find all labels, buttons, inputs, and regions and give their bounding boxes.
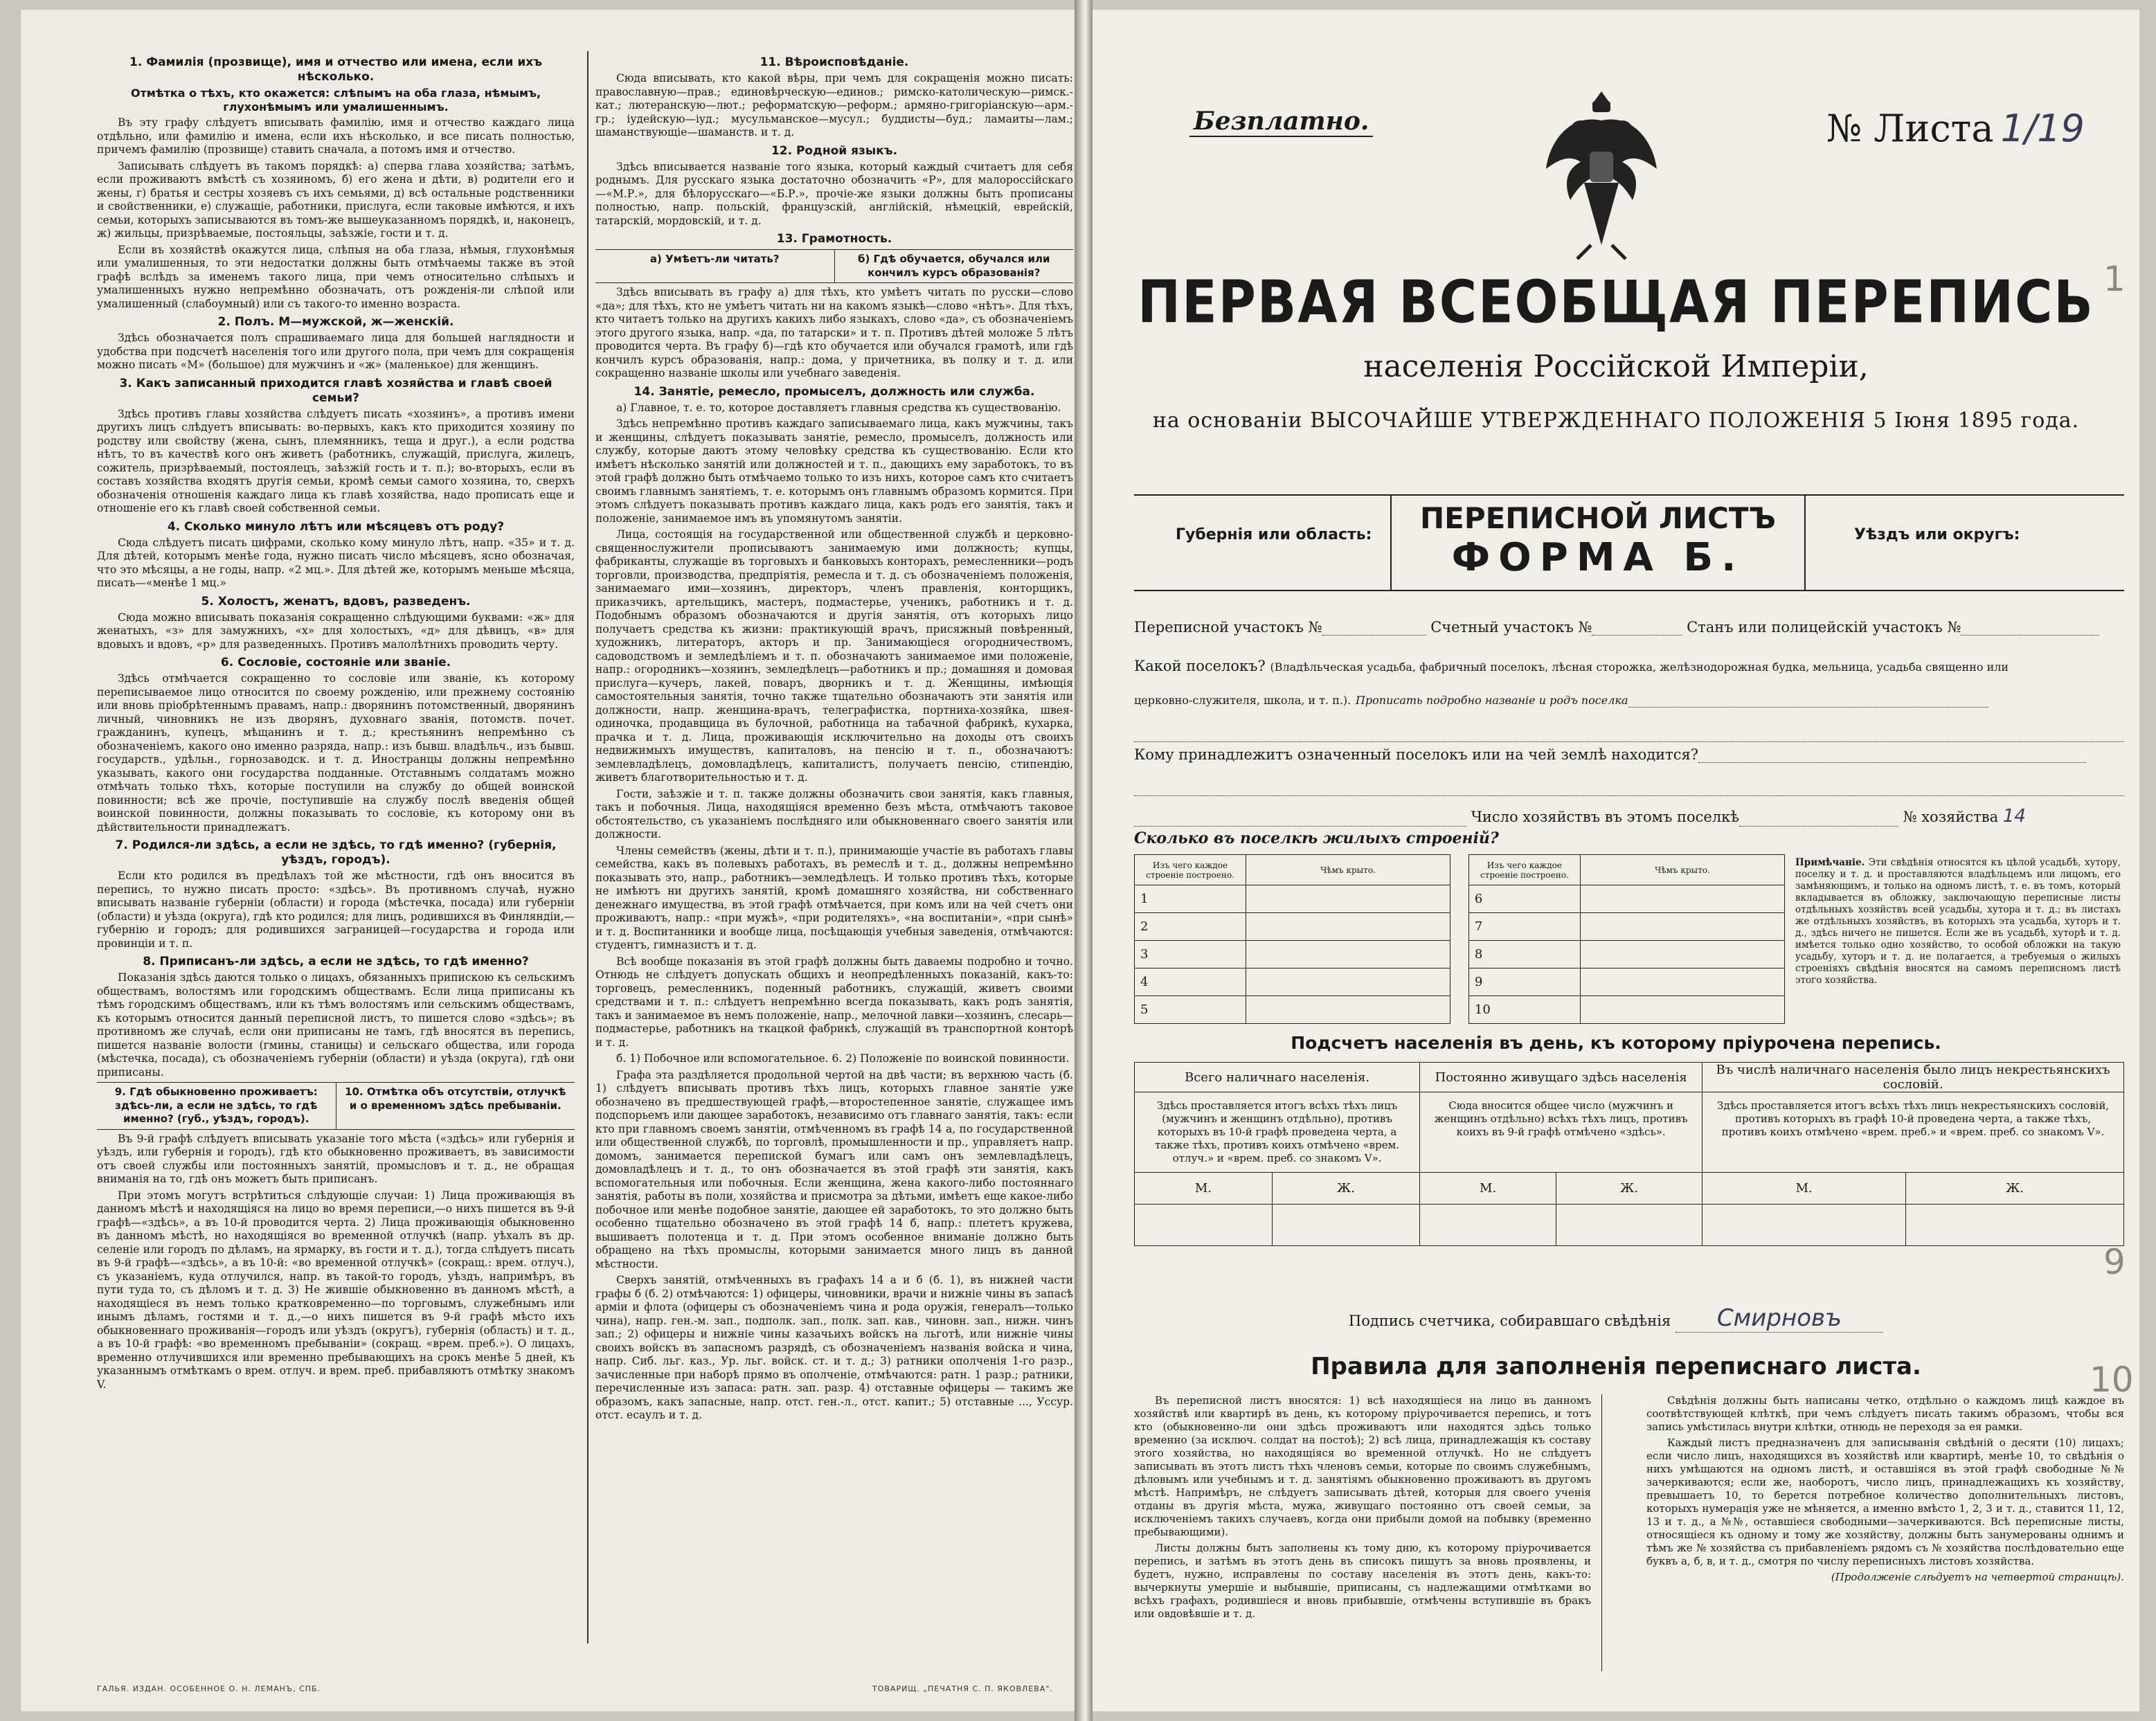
household-number-label: № хозяйства xyxy=(1903,809,1999,825)
settlement-blank-line[interactable] xyxy=(1134,723,2124,742)
rules-paragraph: Въ переписной листъ вносятся: 1) всѣ находящіеся на лицо въ данномъ хозяйствѣ или квартирѣ въ день, къ которому пріурочивается перепись, и тотъ кто (обыкновенно-ли они здѣсь проживаютъ или находятся здѣсь только временно (за исключ. солдат на постоѣ); 2) всѣ лица, принадлежащія къ составу этого хозяйства, но находящіяся во временной отлучкѣ. Но не слѣдуетъ записывать въ этотъ листъ тѣхъ членовъ семьи, которые по своимъ служебнымъ, дѣловымъ или учебнымъ и т. д. занятіямъ обыкновенно проживаютъ въ другомъ мѣстѣ. Напримѣръ, не слѣдуетъ записывать дѣтей, которыя для своего ученія отданы въ другія мѣста, мужа, живущаго постоянно отъ своей семьи, за исключеніемъ такихъ случаевъ, когда они прибыли домой на побывку (временно пребывающими). xyxy=(1134,1394,1591,1538)
pop-col-resident: Постоянно живущаго здѣсь населенія xyxy=(1420,1063,1703,1092)
buildings-table xyxy=(1134,854,1785,1024)
household-number-handwritten: 14 xyxy=(2002,806,2026,827)
rules-paragraph: Листы должны быть заполнены къ тому дню, къ которому пріурочивается перепись, и затѣмъ въ этотъ день въ списокъ пишутъ за вновь проявлены, и будетъ, нужно, исправлены по составу населенія въ этотъ день, какъ-то: вычеркнуты умершіе и выбывшіе, приписаны, съ надлежащими отмѣтками во всѣхъ графахъ, родившіеся и вновь прибывшіе, отмѣчены вступившіе въ бракъ или овдовѣвшіе и т. д. xyxy=(1134,1542,1591,1620)
rules-paragraph: Свѣдѣнія должны быть написаны четко, отдѣльно о каждомъ лицѣ каждое въ соотвѣтствующей клѣткѣ, при чемъ слѣдуетъ писать такимъ образомъ, чтобы вся запись умѣстилась внутри клѣтки, отнюдь не переходя за ея рамки. xyxy=(1646,1394,2124,1433)
build-roof-cell[interactable] xyxy=(1246,996,1450,1024)
rules-divider xyxy=(1601,1394,1602,1671)
build-col-material-2: Изъ чего каждое строеніе построено. xyxy=(1468,855,1580,885)
settlement-hint-italic: Прописать подробно названіе и родъ поселка xyxy=(1355,694,1628,707)
build-row-num: 9 xyxy=(1468,968,1580,996)
build-row-num: 5 xyxy=(1135,996,1246,1024)
legal-basis-line: на основаніи ВЫСОЧАЙШЕ УТВЕРЖДЕННАГО ПОЛОЖЕНІЯ 5 Іюня 1895 года. xyxy=(1152,408,2080,433)
female-header: Ж. xyxy=(1556,1173,1703,1205)
build-spacer xyxy=(1450,941,1469,968)
pop-col-nonpeasant: Въ числѣ наличнаго населенія было лицъ некрестьянскихъ сословій. xyxy=(1703,1063,2124,1092)
owner-blank-line[interactable] xyxy=(1134,778,2124,796)
rules-continued-note: (Продолженіе слѣдуетъ на четвертой страницѣ). xyxy=(1831,1571,2124,1583)
households-lead-dots xyxy=(1134,814,1466,827)
buildings-note xyxy=(1795,857,2121,986)
double-headed-eagle-emblem xyxy=(1543,86,1660,266)
buildings-label: Сколько въ поселкѣ жилыхъ строеній? xyxy=(1134,829,1499,847)
sheet-number-handwritten: 1/19 xyxy=(2000,107,2085,150)
instruction-paragraph: Лица, состоящія на государственной или общественной службѣ и церковно-священнослужители прописываютъ занимаемую ими должность; купцы, фабриканты, служащіе въ торговыхъ и банковыхъ конторахъ, ремесленники—родъ торговли, производства, предпріятія, ремесла и т. д. съ обозначеніемъ положенія, занимаемаго ими—хозяинъ, директоръ, членъ правленія, конторщикъ, приказчикъ, артельщикъ, мастеръ, подмастерье, ученикъ, работникъ и т. д. Подобнымъ образомъ обозначаются и другія занятія, отъ которыхъ лицо получаетъ средства къ жизни: практикующій врачъ, присяжный повѣренный, художникъ, литераторъ, акторъ и пр. Занимающіеся огородничествомъ, садоводствомъ и земледѣліемъ и т. п. обозначаютъ занимаемое ими положеніе, напр.: огородникъ—хозяинъ, земледѣлецъ—работникъ и пр.; домашняя и домовая прислуга—кучеръ, лакей, поваръ, дворникъ и т. д. Женщины, имѣющія самостоятельныя занятія, точно также тщательно обозначаютъ эти занятія или должности, напр. женщина-врачъ, телеграфистка, портниха-хозяйка, швея-одиночка, продавщица въ булочной, работница на табачной фабрикѣ, кухарка, прачка и т. д. Лица, проживающія исключительно на доходы отъ своихъ недвижимыхъ имуществъ, капиталовъ, на пенсію и т. п., обозначаютъ: землевладѣлецъ, домовладѣлецъ, капиталистъ, получаетъ пенсію, стипендію, живетъ благотворительностью и т. д. xyxy=(595,528,1073,784)
left-page xyxy=(21,10,1075,1711)
instruction-paragraph: Записывать слѣдуетъ въ такомъ порядкѣ: а) сперва глава хозяйства; затѣмъ, если проживаютъ вмѣстѣ съ хозяиномъ, б) его жена и дѣти, в) родители его и жены, г) братья и сестры хозяевъ съ ихъ семьями, д) всѣ остальные родственники и свойственники, е) служащіе, работники, прислуга, если таковые имѣются, и ихъ семьи, которыхъ записываются въ томъ-же вышеуказанномъ порядкѣ, и, наконецъ, ж) жильцы, призрѣваемые, постояльцы, заѣзжіе, гости и т. д. xyxy=(97,159,575,240)
enumeration-district-field[interactable] xyxy=(1322,623,1426,636)
build-spacer xyxy=(1450,996,1469,1024)
instruction-paragraph: Въ 9-й графѣ слѣдуетъ вписывать указаніе того мѣста («здѣсь» или губернія и уѣздъ, или губернія и городъ), гдѣ кто обыкновенно проживаетъ, въ зависимости отъ своей службы или постоянныхъ занятій, промысловъ и т. д., не обращая вниманія на то, гдѣ онъ можетъ быть приписанъ. xyxy=(97,1132,575,1185)
build-row-num: 2 xyxy=(1135,913,1246,941)
census-subtitle: населенія Россійской Имперіи, xyxy=(1363,349,1869,384)
instruction-paragraph: Здѣсь отмѣчается сокращенно то сословіе или званіе, къ которому переписываемое лицо относится по своему рожденію, или прежнему состоянію или вновь пріобрѣтеннымъ правамъ, напр.: дворянинъ потомственный, дворянинъ личный, чиновникъ не изъ дворянъ, духовнаго званія, потомств. почет. гражданинъ, купецъ, мѣщанинъ и т. д.; крестьянинъ непремѣнно съ обозначеніемъ, какого оно именно разряда, напр.: изъ бывш. владѣльч., изъ бывш. государств., удѣльн., горнозаводск. и т. д. Иностранцы должны непремѣнно указывать, какого они государства подданные. Отставнымъ солдатамъ можно отмѣчать только тѣхъ, которые поступили на службу до общей воинской повинности; всѣ же прочіе, поступившіе на службу послѣ введенія общей воинской повинности, должны показывать то сословіе, къ которому они въ дѣйствительности принадлежатъ. xyxy=(97,672,575,834)
households-count-label: Число хозяйствъ въ этомъ поселкѣ xyxy=(1471,809,1739,825)
table-row xyxy=(1135,941,1785,968)
instruction-paragraph: Если кто родился въ предѣлахъ той же мѣстности, гдѣ онъ вносится въ перепись, то нужно писать просто: «здѣсь». Въ противномъ случаѣ, нужно вписывать названіе губерніи (области) и города (мѣстечка, посада) или губерніи (области) и уѣзда (округа), гдѣ кто родился; для лицъ, родившихся въ Финляндіи,—губернію и городъ; для родившихся заграницей—государства и города или провинціи и т. п. xyxy=(97,869,575,950)
enumeration-district-label: Переписной участокъ № xyxy=(1134,619,1322,636)
instruction-paragraph: Здѣсь вписывать въ графу а) для тѣхъ, кто умѣетъ читать по русски—слово «да»; для тѣхъ, кто не умѣетъ читать ни на какомъ языкѣ—слово «нѣтъ». Для тѣхъ, кто читаетъ только на другихъ какихъ либо языкахъ, слово «да», съ обозначеніемъ этого другого языка, напр. «да, по татарски» и т. п. Противъ дѣтей моложе 5 лѣтъ проводится черта. Въ графу б)—гдѣ кто обучается или обучался грамотѣ, или гдѣ кончилъ курсъ образованія, напр.: дома, у причетника, въ полку и т. д. или сокращенно названіе школы или учебнаго заведенія. xyxy=(595,286,1073,379)
build-roof-cell[interactable] xyxy=(1580,941,1784,968)
section-heading: 11. Вѣроисповѣданіе. xyxy=(760,55,909,69)
build-col-roof-2: Чѣмъ крыто. xyxy=(1580,855,1784,885)
instruction-paragraph: Здѣсь противъ главы хозяйства слѣдуетъ писать «хозяинъ», а противъ имени другихъ лицъ слѣдуетъ вписывать: во-первыхъ, какъ кто приходится хозяину по родству или свойству (жена, сынъ, племянникъ, теща и друг.), а если родства нѣтъ, то въ качествѣ кого онъ живетъ (работникъ, служащій, прислуга, жилецъ, сожитель, призрѣваемый, постоялецъ, заѣзжій гость и т. п.); во-вторыхъ, если въ составъ хозяйства входятъ другія семьи, кромѣ семьи самого хозяина, то, сверхъ обозначенія отношенія каждаго лица къ главѣ хозяйства, надо прописать еще и отношеніе его къ главѣ своей собственной семьи. xyxy=(97,407,575,514)
owner-row xyxy=(1134,746,2124,763)
settlement-hint-2: церковно-служителя, школа, и т. п.). xyxy=(1134,694,1351,707)
pop-col-present: Всего наличнаго населенія. xyxy=(1135,1063,1420,1092)
province-field-label: Губернія или область: xyxy=(1176,526,1372,543)
pop-count-cell[interactable] xyxy=(1556,1205,1703,1246)
section-heading: 5. Холостъ, женатъ, вдовъ, разведенъ. xyxy=(201,594,471,609)
build-spacer xyxy=(1450,855,1469,885)
counting-district-field[interactable] xyxy=(1592,623,1682,636)
households-row xyxy=(1134,806,2124,827)
build-row-num: 7 xyxy=(1468,913,1580,941)
census-title: ПЕРВАЯ ВСЕОБЩАЯ ПЕРЕПИСЬ xyxy=(1138,268,2094,337)
build-row-num: 1 xyxy=(1135,885,1246,913)
settlement-row-2 xyxy=(1134,691,2124,708)
pop-count-cell[interactable] xyxy=(1420,1205,1556,1246)
police-district-field[interactable] xyxy=(1961,623,2099,636)
instruction-paragraph: Сюда слѣдуетъ писать цифрами, сколько кому минуло лѣтъ, напр. «35» и т. д. Для дѣтей, которымъ менѣе года, нужно писать число мѣсяцевъ, ясно обозначая, что это мѣсяцы, а не годы, напр. «2 мц.». Для дѣтей же, которымъ меньше мѣсяца, писать—«менѣе 1 мц.» xyxy=(97,536,575,589)
section-heading: 3. Какъ записанный приходится главѣ хозяйства и главѣ своей семьи? xyxy=(119,376,553,405)
instructions-column-2 xyxy=(595,51,1073,1657)
margin-pencil-mark: 10 xyxy=(2090,1360,2134,1400)
build-roof-cell[interactable] xyxy=(1246,968,1450,996)
build-roof-cell[interactable] xyxy=(1246,941,1450,968)
instruction-paragraph: а) Главное, т. е. то, которое доставляетъ главныя средства къ существованію. xyxy=(616,401,1061,414)
pop-count-cell[interactable] xyxy=(1703,1205,1906,1246)
instruction-paragraph: Сверхъ занятій, отмѣченныхъ въ графахъ 14 а и б (б. 1), въ нижней части графы б (б. 2) отмѣчаются: 1) офицеры, чиновники, врачи и нижніе чины въ запасѣ арміи и флота (офицеры съ обозначеніемъ чина и рода оружія, генералъ—только чина), напр. ген.-м. зап., подполк. зап., полк. зап. кав., чиновн. зап., нижн. чинъ зап.; 2) офицеры и нижніе чины казачьихъ войскъ на льготѣ, или нижніе чины своихъ войскъ въ запасномъ разрядѣ, съ обозначеніемъ названія войска и чина, напр. Сиб. льг. каз., Ур. льг. войск. ст. и т. д.; 3) ратники ополченія 1-го разр., зачисленные при наборѣ прямо въ ополченіе, отмѣчаются: ратн. 1 разр.; ратники, перечисленные изъ запаса: ратн. зап. разр. 4) отставные офицеры — такимъ же образомъ, какъ запасные, напр. отст. ген.-л., отст. капит.; 5) отставные ..., Уссур. отст. есаулъ и т. д. xyxy=(595,1274,1073,1421)
pop-count-cell[interactable] xyxy=(1906,1205,2124,1246)
sheet-number xyxy=(1826,107,2085,150)
pop-count-cell[interactable] xyxy=(1135,1205,1273,1246)
build-spacer xyxy=(1450,913,1469,941)
enumerator-signature-row xyxy=(1093,1304,2139,1332)
build-spacer xyxy=(1450,968,1469,996)
instruction-paragraph: Гости, заѣзжіе и т. п. также должны обозначить свои занятія, какъ главныя, такъ и побочныя. Лица, находящіяся временно безъ мѣста, отмѣчаютъ таковое обстоятельство, съ указаніемъ послѣдняго или обыкновеннаго своего занятія или должности. xyxy=(595,787,1073,840)
table-row xyxy=(1135,968,1785,996)
owner-label: Кому принадлежитъ означенный поселокъ или на чей землѣ находится? xyxy=(1134,746,1699,763)
printer-imprint-right: ТОВАРИЩ. „ПЕЧАТНЯ С. П. ЯКОВЛЕВА". xyxy=(872,1684,1053,1693)
form-b-label: ФОРМА Б. xyxy=(1451,535,1745,580)
section-heading: 14. Занятіе, ремесло, промыселъ, должность или служба. xyxy=(634,384,1035,399)
instructions-column-1 xyxy=(97,51,575,1657)
build-row-num: 3 xyxy=(1135,941,1246,968)
note-title: Примѣчаніе. xyxy=(1795,857,1865,868)
section-heading: 4. Сколько минуло лѣтъ или мѣсяцевъ отъ роду? xyxy=(167,519,505,534)
female-header: Ж. xyxy=(1272,1173,1419,1205)
column-divider xyxy=(587,51,589,1643)
build-row-num: 4 xyxy=(1135,968,1246,996)
settlement-field[interactable] xyxy=(1628,695,1988,708)
margin-pencil-mark: 9 xyxy=(2103,1242,2126,1282)
build-row-num: 10 xyxy=(1468,996,1580,1024)
pop-desc-nonpeasant: Здѣсь проставляется итогъ всѣхъ тѣхъ лицъ некрестьянскихъ сословій, противъ которыхъ въ графѣ 10-й проведена черта, а также тѣхъ, противъ коихъ отмѣчено «врем. преб.» и «врем. преб. со знакомъ V». xyxy=(1703,1092,2124,1173)
free-of-charge-stamp: Безплатно. xyxy=(1189,107,1373,137)
instruction-paragraph: Члены семействъ (жены, дѣти и т. п.), принимающіе участіе въ работахъ главы семейства, какъ въ полевыхъ работахъ, въ ремеслѣ и т. д., должны непремѣнно показывать это, напр., работникъ—земледѣлецъ. И только противъ тѣхъ, которые не имѣютъ ни другихъ занятій, кромѣ домашняго хозяйства, ни собственнаго денежнаго имущества, въ этой графѣ отмѣчается, при комъ или на чей счетъ они проживаютъ, напр.: «при мужѣ», «при родителяхъ», «на воспитаніи», «при сынѣ» и т. д. Воспитанники и вообще лица, посѣщающія учебныя заведенія, отмѣчаются: студентъ, гимназистъ и т. д. xyxy=(595,844,1073,951)
build-col-roof: Чѣмъ крыто. xyxy=(1246,855,1450,885)
pop-desc-present: Здѣсь проставляется итогъ всѣхъ тѣхъ лицъ (мужчинъ и женщинъ отдѣльно), противъ которыхъ въ 10-й графѣ проведена черта, а также тѣхъ, противъ коихъ отмѣчено «врем. отлуч.» и «врем. преб. со знакомъ V». xyxy=(1135,1092,1420,1173)
male-header: М. xyxy=(1420,1173,1556,1205)
section-heading: 7. Родился-ли здѣсь, а если не здѣсь, то гдѣ именно? (губернія, уѣздъ, городъ). xyxy=(115,838,557,867)
district-numbers-row xyxy=(1134,619,2124,636)
book-gutter xyxy=(1075,0,1093,1721)
pop-desc-resident: Сюда вносится общее число (мужчинъ и женщинъ отдѣльно) всѣхъ тѣхъ лицъ, противъ коихъ въ 9-й графѣ отмѣчено «здѣсь». xyxy=(1420,1092,1703,1173)
settlement-label: Какой поселокъ? xyxy=(1134,658,1266,674)
population-count-table xyxy=(1134,1062,2124,1246)
female-header: Ж. xyxy=(1906,1173,2124,1205)
build-roof-cell[interactable] xyxy=(1580,968,1784,996)
section-heading: 8. Приписанъ-ли здѣсь, а если не здѣсь, то гдѣ именно? xyxy=(143,955,529,968)
section-heading: 13. Грамотность. xyxy=(776,232,892,246)
instruction-paragraph: Сюда можно вписывать показанія сокращенно слѣдующими буквами: «ж» для женатыхъ, «з» для замужнихъ, «х» для холостыхъ, «д» для дѣвицъ, «в» для вдовыхъ и вдовъ, «р» для разведенныхъ. Противъ малолѣтнихъ проводить черту. xyxy=(97,611,575,651)
police-district-label: Станъ или полицейскій участокъ № xyxy=(1687,619,1961,636)
printer-imprint-left: ГАЛЬЯ. ИЗДАН. ОСОБЕННОЕ О. Н. ЛЕМАНЪ, СПБ. xyxy=(97,1684,321,1693)
male-header: М. xyxy=(1703,1173,1906,1205)
instruction-paragraph: Графа эта раздѣляется продольной чертой на двѣ части; въ верхнюю часть (б. 1) слѣдуетъ вписывать противъ тѣхъ лицъ, которыхъ главное занятіе уже обозначено въ предшествующей графѣ,—второстепенное занятіе, служащее имъ подспорьемъ или дающее заработокъ, независимо отъ главнаго занятія, такъ: если кто при главномъ своемъ занятіи, отмѣченномъ въ графѣ 14 а, по государственной или общественной службѣ, по торговлѣ, промышленности и пр., управляетъ напр. домомъ, занимается перепиской бумагъ или самъ онъ землевладѣлецъ, домовладѣлецъ и т. д., то онъ обозначается въ этой графѣ эти занятія, какъ вспомогательныя или побочныя. Если женщина, жена какого-либо постояннаго занятія, работы въ поли, хозяйства и присмотра за дѣтьми, имѣетъ еще какое-либо побочное или менѣе подобное занятіе, дающее ей заработокъ, то это должно быть особенно тщательно обозначено въ этой графѣ 14 б, напр.: плететъ кружева, вышиваетъ полотенца и т. д. При этомъ особенное вниманіе должно быть обращено на тѣхъ промыслы, которыми занимается много лицъ въ данной мѣстности. xyxy=(595,1068,1073,1270)
signature-label: Подпись счетчика, собиравшаго свѣдѣнія xyxy=(1348,1313,1671,1329)
build-roof-cell[interactable] xyxy=(1246,913,1450,941)
instruction-paragraph: Здѣсь вписывается названіе того языка, который каждый считаетъ для себя роднымъ. Для русскаго языка достаточно обозначить «Р», для малороссійскаго—«М.Р.», для бѣлорусскаго—«Б.Р.», прочіе-же языки должны быть прописаны полностью, напр. польскій, французскій, англійскій, нѣмецкій, еврейскій, татарскій, мордовскій, и т. д. xyxy=(595,160,1073,227)
right-page xyxy=(1093,10,2139,1711)
build-roof-cell[interactable] xyxy=(1246,885,1450,913)
form-title-cell xyxy=(1390,496,1806,590)
build-row-num: 6 xyxy=(1468,885,1580,913)
rules-paragraph: Каждый листъ предназначенъ для записыванія свѣдѣній о десяти (10) лицахъ; если число лицъ, находящихся въ хозяйствѣ или квартирѣ, менѣе 10, то свѣдѣнія о нихъ умѣщаются на одномъ листѣ, и оставшіяся въ этой графѣ свободные №№ зачеркиваются; если же, наоборотъ, число лицъ, принадлежащихъ къ хозяйству, превышаетъ 10, то берется потребное количество дополнительныхъ листовъ, которыхъ нумерація уже не мѣняется, а именно вмѣсто 1, 2, 3 и т. д., ставится 11, 12, 13 и т. д., а №№, оставшіеся свободными—зачеркиваются. Всѣ переписные листы, относящіеся къ одному и тому же хозяйству, должны быть занумерованы однимъ и тѣмъ же № хозяйства съ прибавленіемъ рядомъ съ № хозяйства послѣдовательно еще буквъ а, б, в, и т. д., смотря по числу переписныхъ листовъ хозяйства. xyxy=(1646,1436,2124,1567)
table-row xyxy=(1135,885,1785,913)
section-heading: 1. Фамилія (прозвище), имя и отчество или имена, если ихъ нѣсколько. xyxy=(129,55,542,84)
counting-district-label: Счетный участокъ № xyxy=(1430,619,1592,636)
male-header: М. xyxy=(1135,1173,1273,1205)
households-count-field[interactable] xyxy=(1739,814,1898,827)
owner-field[interactable] xyxy=(1698,750,2086,763)
section-subheading: Отмѣтка о тѣхъ, кто окажется: слѣпымъ на оба глаза, нѣмымъ, глухонѣмымъ или умалишеннымъ. xyxy=(130,87,541,114)
split-heading xyxy=(595,249,1073,283)
section-heading: 12. Родной языкъ. xyxy=(771,143,898,158)
sheet-number-label: № Листа xyxy=(1826,107,1994,150)
instruction-paragraph: Здѣсь непремѣнно противъ каждаго записываемаго лица, какъ мужчины, такъ и женщины, слѣдуетъ показывать занятіе, ремесло, промыселъ, должность или службу, которые даютъ этому человѣку средства къ существованію. Если кто имѣетъ нѣсколько занятій или должностей и т. п., дающихъ ему заработокъ, то въ этой графѣ должно быть отмѣчаемо только то изъ нихъ, которое самъ кто считаетъ своимъ главнымъ занятіемъ, т. е. которымъ онъ главнымъ образомъ кормится. При этомъ слѣдуетъ показывать противъ каждаго лица, какъ родъ его занятія, такъ и положеніе, занимаемое имъ въ упомянутомъ занятіи. xyxy=(595,417,1073,525)
rules-title: Правила для заполненія переписнаго листа. xyxy=(1311,1353,1921,1380)
margin-pencil-mark: 1 xyxy=(2103,259,2126,299)
split-heading-left: а) Умѣетъ-ли читать? xyxy=(649,253,780,265)
instruction-paragraph: Если въ хозяйствѣ окажутся лица, слѣпыя на оба глаза, нѣмыя, глухонѣмыя или умалишенныя, то эти недостатки должны быть отмѣчаемы также въ этой графѣ вслѣдъ за именемъ такого лица, при чемъ относительно слѣпыхъ и умалишенныхъ нужно непремѣнно обозначать, отъ рожденія-ли слѣпой или умалишенный (слабоумный) или съ такого-то именно возраста. xyxy=(97,243,575,310)
rules-column-right xyxy=(1646,1394,2124,1587)
instruction-paragraph: При этомъ могутъ встрѣтиться слѣдующіе случаи: 1) Лица проживающія въ данномъ мѣстѣ и находящіяся на лицо во время переписи,—о нихъ пишется въ 9-й графѣ—«здѣсь», а въ 10-й проводится черта. 2) Лица проживающія обыкновенно въ данномъ мѣстѣ, но находящіяся во временной отлучкѣ (напр. уѣхалъ въ др. селеніе или городъ по дѣламъ, на ярмарку, въ гости и т. д.), тогда слѣдуетъ писать въ 9-й графѣ—«здѣсь», а въ 10-й: «во временной отлучкѣ» (сокращ.: врем. отлуч.), съ указаніемъ, куда отлучился, напр. въ такой-то городъ, уѣздъ, напримѣръ, въ пути туда то, съ дѣломъ и т. д. 3) Не жившіе обыкновенно въ данномъ мѣстѣ, а находящіеся въ немъ только кратковременно—по торговымъ, служебнымъ или инымъ дѣламъ, гостями и т. д.,—о нихъ пишется въ 9-й графѣ мѣсто ихъ обыкновеннаго проживанія—городъ или уѣздъ (округъ), губернія (область) и т. д., а въ 10-й графѣ: «во временномъ пребываніи» (сокращ. «врем. преб.»). О лицахъ, временно отлучившихся или временно пребывающихъ на срокъ менѣе 5 дней, къ указаннымъ отмѣткамъ о врем. отлуч. и врем. преб. прибавляютъ отмѣтку знакомъ V. xyxy=(97,1189,575,1391)
section-heading: 6. Сословіе, состояніе или званіе. xyxy=(220,656,451,669)
build-roof-cell[interactable] xyxy=(1580,913,1784,941)
instruction-paragraph: Въ эту графу слѣдуетъ вписывать фамилію, имя и отчество каждаго лица отдѣльно, или фамилію и имена, если ихъ нѣсколько, и все писать полностью, причемъ фамилію (прозвище) ставить сначала, а потомъ имя и отчество. xyxy=(97,116,575,156)
instruction-paragraph: Всѣ вообще показанія въ этой графѣ должны быть даваемы подробно и точно. Отнюдь не слѣдуетъ допускать общихъ и неопредѣленныхъ показаній, какъ-то: торговецъ, ремесленникъ, поденный работникъ, служащій, живетъ своими средствами и т. п.: слѣдуетъ непремѣнно всегда показывать, какъ родъ занятія, такъ и занимаемое въ немъ положеніе, напр., мелочной лавки—хозяинъ, слесарь—подмастерье, работникъ на ткацкой фабрикѣ, служащій въ транспортной конторѣ и т. д. xyxy=(595,955,1073,1049)
signature-handwritten: Смирновъ xyxy=(1676,1304,1883,1333)
build-roof-cell[interactable] xyxy=(1580,885,1784,913)
population-count-title: Подсчетъ населенія въ день, къ которому пріурочена перепись. xyxy=(1291,1033,1941,1053)
split-heading xyxy=(97,1082,575,1130)
note-text: Эти свѣдѣнія относятся къ цѣлой усадьбѣ, хутору, поселку и т. д. и проставляются владѣльцемъ или лицомъ, его замѣняющимъ, и только на одномъ листѣ, т. е. въ томъ, который вкладывается въ обложку, заключающую переписные листы отдѣльныхъ хозяйствъ всей усадьбы, хутора и т. д.; въ листахъ же отдѣльныхъ хозяйствъ, въ которыхъ эта усадьба, хуторъ и т. д., здѣсь ничего не пишется. Если же въ усадьбѣ, хуторѣ и т. д. имѣется только одно хозяйство, то особой обложки на такую усадьбу, хуторъ и т. д. не полагается, а требуемыя о жилыхъ строеніяхъ свѣдѣнія вносятся на самомъ переписномъ листѣ этого хозяйства. xyxy=(1795,857,2121,986)
build-roof-cell[interactable] xyxy=(1580,996,1784,1024)
county-field-label: Уѣздъ или округъ: xyxy=(1854,526,2020,543)
instruction-paragraph: б. 1) Побочное или вспомогательное. 6. 2) Положеніе по воинской повинности. xyxy=(616,1052,1070,1065)
instruction-paragraph: Здѣсь обозначается полъ спрашиваемаго лица для большей наглядности и удобства при подсчетѣ населенія того или другого пола, при чемъ для сокращенія можно писать «М» (большое) для мужчинъ и «ж» (маленькое) для женщинъ. xyxy=(97,332,575,371)
table-row xyxy=(1135,996,1785,1024)
table-row xyxy=(1135,913,1785,941)
settlement-row xyxy=(1134,658,2124,674)
instruction-paragraph: Показанія здѣсь даются только о лицахъ, обязанныхъ припискою къ сельскимъ обществамъ, волостямъ или городскимъ обществамъ. Если лица приписаны къ тѣмъ городскимъ обществамъ, или къ тѣмъ волостямъ или сельскимъ обществамъ, къ которымъ относится данный переписной листъ, то пишется слово «здѣсь»; въ противномъ же случаѣ, если они приписаны не тамъ, гдѣ вносятся въ перепись, пишется названіе волости (гмины, станицы) и сельскаго общества, или города (мѣстечка, посада), съ обозначеніемъ губерніи (области) и уѣзда (округа), гдѣ они приписаны. xyxy=(97,971,575,1079)
split-heading-right: б) Гдѣ обучается, обучался или кончилъ курсъ образованія? xyxy=(834,250,1074,282)
rules-column-left xyxy=(1134,1394,1591,1623)
buildings-row xyxy=(1134,829,2124,847)
build-spacer xyxy=(1450,885,1469,913)
split-heading-left: 9. Гдѣ обыкновенно проживаетъ: здѣсь-ли, а если не здѣсь, то гдѣ именно? (губ., уѣздъ, городъ). xyxy=(114,1085,318,1125)
build-col-material: Изъ чего каждое строеніе построено. xyxy=(1135,855,1246,885)
build-row-num: 8 xyxy=(1468,941,1580,968)
instruction-paragraph: Сюда вписывать, кто какой вѣры, при чемъ для сокращенія можно писать: православную—прав.; единовѣрческую—единов.; римско-католическую—римск.-кат.; лютеранскую—лют.; реформатскую—реформ.; армяно-григоріанскую—арм.-гр.; іудейскую—іуд.; мусульманское—мусул.; буддисты—буд.; ламаиты—лам.; шаманствующіе—шаманств. и т. д. xyxy=(595,72,1073,138)
split-heading-right: 10. Отмѣтка объ отсутствіи, отлучкѣ и о временномъ здѣсь пребываніи. xyxy=(336,1083,575,1129)
section-heading: 2. Полъ. М—мужской, ж—женскій. xyxy=(217,315,454,329)
form-header-box xyxy=(1134,494,2124,591)
settlement-hint: (Владѣльческая усадьба, фабричный поселокъ, лѣсная сторожка, желѣзнодорожная будка, мельница, усадьба священно или xyxy=(1270,660,2009,674)
pop-count-cell[interactable] xyxy=(1272,1205,1419,1246)
census-sheet-label: ПЕРЕПИСНОЙ ЛИСТЪ xyxy=(1419,501,1777,535)
